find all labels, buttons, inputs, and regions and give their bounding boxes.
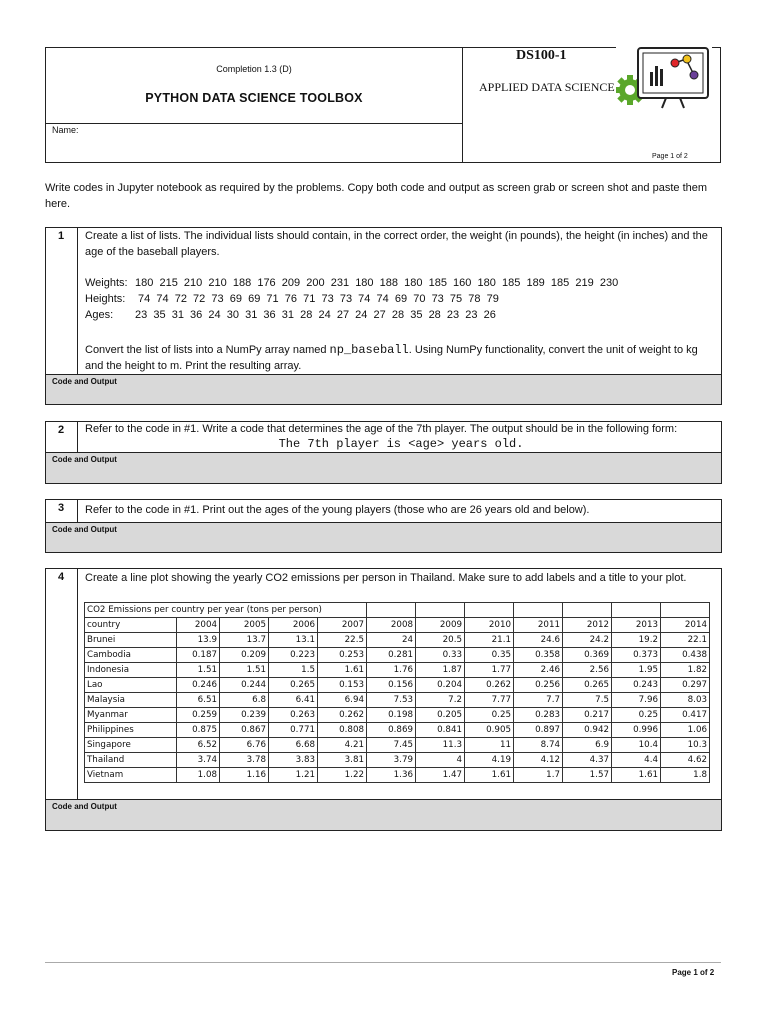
question-1-convert-text <box>85 343 717 374</box>
table-header-year: 2014 <box>661 618 710 633</box>
table-cell-country: Philippines <box>85 723 177 738</box>
table-empty-cell <box>465 603 514 618</box>
table-cell-value: 1.21 <box>269 768 318 783</box>
weights-values: 180 215 210 210 188 176 209 200 231 180 188 180 185 160 180 185 189 185 219 230 <box>135 277 619 289</box>
table-empty-cell <box>661 603 710 618</box>
question-2-text: Refer to the code in #1. Write a code that determines the age of the 7th player. The output should be in the following form: <box>85 423 678 435</box>
table-cell-value: 7.5 <box>563 693 612 708</box>
table-cell-value: 3.74 <box>177 753 220 768</box>
table-empty-cell <box>514 603 563 618</box>
table-cell-value: 7.45 <box>367 738 416 753</box>
table-cell-value: 0.771 <box>269 723 318 738</box>
question-1-text: Create a list of lists. The individual lists should contain, in the correct order, the weight (in pounds), the height (in inches) and the age of the baseball players. <box>85 230 708 258</box>
table-cell-value: 7.77 <box>465 693 514 708</box>
table-cell-value: 10.3 <box>661 738 710 753</box>
question-3-text: Refer to the code in #1. Print out the ages of the young players (those who are 26 years old and below). <box>85 504 590 516</box>
table-header-row <box>85 618 710 633</box>
table-empty-cell <box>416 603 465 618</box>
table-cell-value: 0.25 <box>612 708 661 723</box>
table-cell-value: 1.5 <box>269 663 318 678</box>
table-cell-value: 4.21 <box>318 738 367 753</box>
table-cell-value: 1.61 <box>465 768 514 783</box>
table-cell-value: 6.76 <box>220 738 269 753</box>
code-output-label: Code and Output <box>52 455 117 464</box>
table-cell-value: 24.6 <box>514 633 563 648</box>
table-empty-cell <box>563 603 612 618</box>
table-cell-value: 3.78 <box>220 753 269 768</box>
table-header-year: 2004 <box>177 618 220 633</box>
table-cell-value: 22.5 <box>318 633 367 648</box>
co2-emissions-table <box>84 602 710 783</box>
convert-text-post: . Using NumPy functionality, convert the unit of weight to kg and the height to m. Print the resulting array. <box>85 344 698 372</box>
table-header-year: 2005 <box>220 618 269 633</box>
table-cell-country: Malaysia <box>85 693 177 708</box>
table-cell-value: 0.262 <box>318 708 367 723</box>
table-cell-country: Vietnam <box>85 768 177 783</box>
table-cell-value: 2.56 <box>563 663 612 678</box>
table-cell-value: 0.373 <box>612 648 661 663</box>
table-cell-value: 0.265 <box>563 678 612 693</box>
table-cell-value: 0.239 <box>220 708 269 723</box>
table-row <box>85 633 710 648</box>
table-cell-value: 22.1 <box>661 633 710 648</box>
code-output-label: Code and Output <box>52 802 117 811</box>
name-label: Name: <box>52 125 79 135</box>
ages-values: 23 35 31 36 24 30 31 36 31 28 24 27 24 27 28 35 28 23 23 26 <box>135 309 496 321</box>
table-cell-value: 0.243 <box>612 678 661 693</box>
question-2-number: 2 <box>45 421 78 453</box>
question-3-code-output-area[interactable] <box>45 522 722 553</box>
table-cell-value: 1.08 <box>177 768 220 783</box>
table-cell-value: 0.217 <box>563 708 612 723</box>
table-cell-value: 0.905 <box>465 723 514 738</box>
heights-label: Heights: <box>85 293 126 305</box>
table-cell-value: 7.7 <box>514 693 563 708</box>
table-cell-value: 24.2 <box>563 633 612 648</box>
table-cell-value: 0.281 <box>367 648 416 663</box>
ages-label: Ages: <box>85 309 114 321</box>
course-code: DS100-1 <box>516 48 567 63</box>
table-cell-value: 10.4 <box>612 738 661 753</box>
table-cell-value: 0.25 <box>465 708 514 723</box>
table-row <box>85 768 710 783</box>
table-cell-value: 0.153 <box>318 678 367 693</box>
table-cell-value: 1.87 <box>416 663 465 678</box>
table-cell-value: 7.53 <box>367 693 416 708</box>
table-row <box>85 693 710 708</box>
table-cell-value: 6.41 <box>269 693 318 708</box>
table-cell-value: 4.12 <box>514 753 563 768</box>
table-row <box>85 753 710 768</box>
data-science-logo-icon <box>616 44 712 112</box>
table-cell-value: 24 <box>367 633 416 648</box>
table-cell-value: 13.9 <box>177 633 220 648</box>
table-cell-value: 0.156 <box>367 678 416 693</box>
table-empty-cell <box>612 603 661 618</box>
table-cell-value: 0.187 <box>177 648 220 663</box>
table-cell-value: 0.283 <box>514 708 563 723</box>
table-cell-value: 1.16 <box>220 768 269 783</box>
instructions-text: Write codes in Jupyter notebook as required by the problems. Copy both code and output as screen grab or screen shot and paste them here. <box>45 182 708 210</box>
table-cell-value: 1.22 <box>318 768 367 783</box>
completion-label: Completion 1.3 (D) <box>216 64 292 74</box>
footer-page-indicator: Page 1 of 2 <box>672 968 715 977</box>
table-header-year: 2008 <box>367 618 416 633</box>
table-cell-value: 11.3 <box>416 738 465 753</box>
table-cell-value: 6.51 <box>177 693 220 708</box>
table-cell-value: 1.77 <box>465 663 514 678</box>
table-cell-value: 6.52 <box>177 738 220 753</box>
table-cell-value: 6.8 <box>220 693 269 708</box>
table-cell-value: 0.417 <box>661 708 710 723</box>
table-cell-value: 1.57 <box>563 768 612 783</box>
table-cell-value: 1.61 <box>612 768 661 783</box>
table-cell-value: 3.79 <box>367 753 416 768</box>
table-title: CO2 Emissions per country per year (tons per person) <box>85 603 367 618</box>
table-cell-value: 0.204 <box>416 678 465 693</box>
table-cell-country: Cambodia <box>85 648 177 663</box>
table-header-year: 2007 <box>318 618 367 633</box>
table-cell-value: 4.37 <box>563 753 612 768</box>
table-cell-value: 0.198 <box>367 708 416 723</box>
table-row <box>85 738 710 753</box>
table-cell-value: 13.7 <box>220 633 269 648</box>
table-cell-value: 8.03 <box>661 693 710 708</box>
table-cell-value: 1.82 <box>661 663 710 678</box>
program-name: APPLIED DATA SCIENCE <box>479 80 615 94</box>
table-cell-value: 0.875 <box>177 723 220 738</box>
table-header-year: 2011 <box>514 618 563 633</box>
table-cell-value: 0.253 <box>318 648 367 663</box>
code-output-label: Code and Output <box>52 377 117 386</box>
header-title-cell <box>45 47 463 124</box>
table-cell-country: Thailand <box>85 753 177 768</box>
np-baseball-code: np_baseball <box>329 343 409 357</box>
question-2-code-output-area[interactable] <box>45 452 722 484</box>
table-cell-value: 1.8 <box>661 768 710 783</box>
table-cell-value: 3.83 <box>269 753 318 768</box>
table-cell-value: 8.74 <box>514 738 563 753</box>
table-cell-value: 0.808 <box>318 723 367 738</box>
question-4-number: 4 <box>45 568 78 800</box>
table-cell-value: 4.62 <box>661 753 710 768</box>
code-output-label: Code and Output <box>52 525 117 534</box>
table-cell-value: 11 <box>465 738 514 753</box>
table-cell-value: 0.223 <box>269 648 318 663</box>
table-cell-value: 1.7 <box>514 768 563 783</box>
table-cell-value: 0.205 <box>416 708 465 723</box>
table-cell-value: 1.51 <box>220 663 269 678</box>
table-cell-value: 0.869 <box>367 723 416 738</box>
question-4-code-output-area[interactable] <box>45 799 722 831</box>
question-3-number: 3 <box>45 499 78 523</box>
table-cell-value: 0.897 <box>514 723 563 738</box>
question-1-code-output-area[interactable] <box>45 374 722 405</box>
table-cell-value: 13.1 <box>269 633 318 648</box>
table-cell-value: 0.244 <box>220 678 269 693</box>
table-cell-value: 7.96 <box>612 693 661 708</box>
table-cell-country: Singapore <box>85 738 177 753</box>
table-cell-value: 0.358 <box>514 648 563 663</box>
table-row <box>85 663 710 678</box>
table-header-year: 2013 <box>612 618 661 633</box>
table-cell-country: Lao <box>85 678 177 693</box>
table-cell-value: 2.46 <box>514 663 563 678</box>
question-2-output-format: The 7th player is <age> years old. <box>278 437 524 451</box>
table-cell-value: 3.81 <box>318 753 367 768</box>
header-page-indicator: Page 1 of 2 <box>652 153 688 160</box>
table-cell-value: 1.36 <box>367 768 416 783</box>
table-cell-value: 1.95 <box>612 663 661 678</box>
table-cell-value: 7.2 <box>416 693 465 708</box>
table-cell-value: 0.259 <box>177 708 220 723</box>
table-cell-value: 19.2 <box>612 633 661 648</box>
table-cell-value: 4.4 <box>612 753 661 768</box>
weights-label: Weights: <box>85 277 128 289</box>
table-header-year: 2006 <box>269 618 318 633</box>
table-cell-value: 6.9 <box>563 738 612 753</box>
table-cell-value: 0.209 <box>220 648 269 663</box>
table-cell-value: 0.369 <box>563 648 612 663</box>
table-cell-value: 21.1 <box>465 633 514 648</box>
convert-text-pre: Convert the list of lists into a NumPy array named <box>85 344 330 356</box>
table-cell-value: 0.33 <box>416 648 465 663</box>
table-cell-value: 0.246 <box>177 678 220 693</box>
table-header-year: 2010 <box>465 618 514 633</box>
table-cell-value: 1.61 <box>318 663 367 678</box>
table-cell-value: 0.35 <box>465 648 514 663</box>
table-cell-value: 0.297 <box>661 678 710 693</box>
table-cell-value: 4.19 <box>465 753 514 768</box>
table-empty-cell <box>367 603 416 618</box>
table-row <box>85 678 710 693</box>
table-title-row <box>85 603 710 618</box>
table-cell-value: 0.262 <box>465 678 514 693</box>
footer-divider <box>45 962 721 963</box>
table-cell-value: 0.438 <box>661 648 710 663</box>
document-title: PYTHON DATA SCIENCE TOOLBOX <box>145 91 363 105</box>
table-cell-value: 6.94 <box>318 693 367 708</box>
co2-table-wrapper <box>84 602 710 783</box>
table-cell-value: 1.06 <box>661 723 710 738</box>
table-cell-value: 6.68 <box>269 738 318 753</box>
table-header-year: 2012 <box>563 618 612 633</box>
heights-values: 74 74 72 72 73 69 69 71 76 71 73 73 74 74 69 70 73 75 78 79 <box>138 293 499 305</box>
table-cell-value: 0.867 <box>220 723 269 738</box>
table-cell-value: 20.5 <box>416 633 465 648</box>
table-cell-value: 1.51 <box>177 663 220 678</box>
question-4-text: Create a line plot showing the yearly CO2 emissions per person in Thailand. Make sure to add labels and a title to your plot. <box>85 572 687 584</box>
table-cell-value: 0.942 <box>563 723 612 738</box>
table-cell-value: 0.265 <box>269 678 318 693</box>
table-cell-value: 0.256 <box>514 678 563 693</box>
table-header-country: country <box>85 618 177 633</box>
table-cell-country: Indonesia <box>85 663 177 678</box>
table-cell-value: 0.263 <box>269 708 318 723</box>
table-cell-value: 1.47 <box>416 768 465 783</box>
table-cell-value: 4 <box>416 753 465 768</box>
table-row <box>85 708 710 723</box>
table-cell-value: 1.76 <box>367 663 416 678</box>
table-row <box>85 648 710 663</box>
table-cell-value: 0.996 <box>612 723 661 738</box>
table-cell-country: Myanmar <box>85 708 177 723</box>
header-name-cell <box>45 123 463 163</box>
table-header-year: 2009 <box>416 618 465 633</box>
question-1-number: 1 <box>45 227 78 375</box>
table-cell-country: Brunei <box>85 633 177 648</box>
table-row <box>85 723 710 738</box>
table-cell-value: 0.841 <box>416 723 465 738</box>
